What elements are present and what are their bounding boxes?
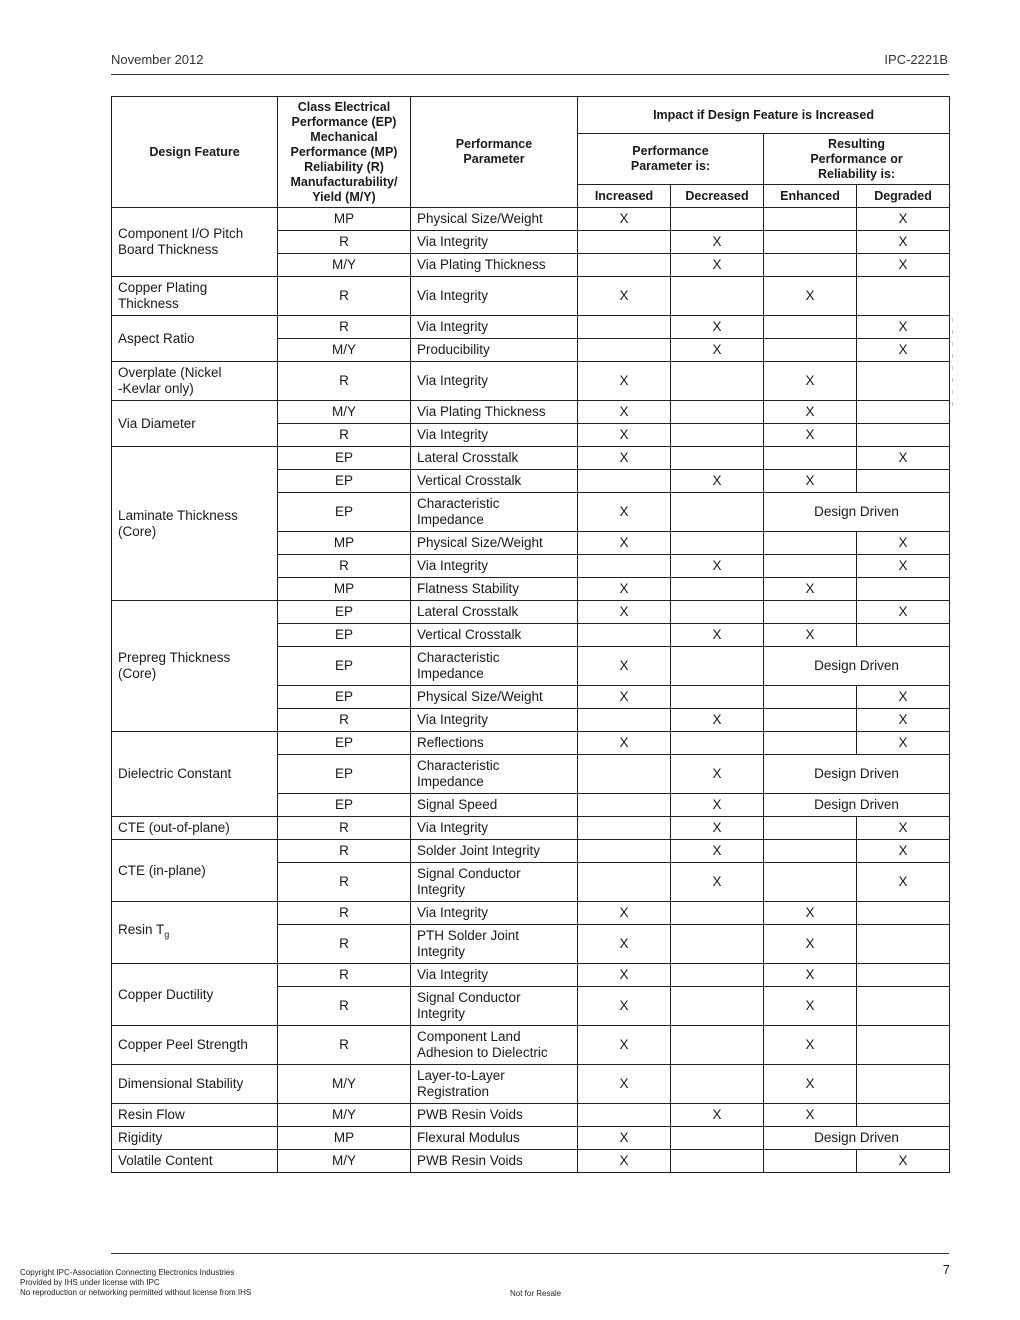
table-cell: X — [578, 424, 671, 447]
not-for-resale: Not for Resale — [510, 1289, 562, 1298]
col-header-resulting: Resulting Performance or Reliability is: — [764, 134, 950, 185]
table-cell: X — [857, 863, 950, 902]
table-cell: EP — [278, 624, 411, 647]
table-cell — [857, 624, 950, 647]
table-cell — [857, 401, 950, 424]
design-feature-cell: Aspect Ratio — [112, 316, 278, 362]
table-cell: X — [764, 1104, 857, 1127]
table-cell: PTH Solder Joint Integrity — [411, 925, 578, 964]
table-cell — [857, 925, 950, 964]
table-cell: R — [278, 964, 411, 987]
table-cell — [578, 755, 671, 794]
table-cell: X — [578, 964, 671, 987]
table-cell: X — [578, 277, 671, 316]
col-header-performance-parameter: Performance Parameter — [411, 97, 578, 208]
table-row — [112, 447, 950, 470]
header-rule — [111, 74, 949, 75]
table-cell: X — [764, 277, 857, 316]
table-cell: M/Y — [278, 1065, 411, 1104]
table-cell: X — [671, 817, 764, 840]
col-header-decreased: Decreased — [671, 185, 764, 208]
table-row — [112, 316, 950, 339]
col-header-design-feature: Design Feature — [112, 97, 278, 208]
table-cell: Flatness Stability — [411, 578, 578, 601]
table-cell: MP — [278, 1127, 411, 1150]
table-cell: R — [278, 1026, 411, 1065]
table-cell — [764, 532, 857, 555]
design-feature-cell: Via Diameter — [112, 401, 278, 447]
table-cell: X — [578, 1026, 671, 1065]
table-cell: Via Integrity — [411, 231, 578, 254]
table-cell: EP — [278, 732, 411, 755]
col-header-increased: Increased — [578, 185, 671, 208]
table-cell: R — [278, 840, 411, 863]
table-cell: X — [578, 447, 671, 470]
table-cell: MP — [278, 532, 411, 555]
table-cell: X — [764, 624, 857, 647]
table-cell: X — [578, 1065, 671, 1104]
table-cell: Flexural Modulus — [411, 1127, 578, 1150]
table-cell: X — [671, 709, 764, 732]
table-row — [112, 401, 950, 424]
table-cell — [578, 817, 671, 840]
design-feature-cell: Copper Ductility — [112, 964, 278, 1026]
table-cell — [764, 316, 857, 339]
table-cell — [671, 493, 764, 532]
table-cell — [764, 709, 857, 732]
table-cell: R — [278, 987, 411, 1026]
col-header-impact: Impact if Design Feature is Increased — [578, 97, 950, 134]
table-cell: X — [857, 254, 950, 277]
table-cell: X — [671, 794, 764, 817]
table-cell: X — [857, 1150, 950, 1173]
table-cell: X — [857, 817, 950, 840]
table-cell: Design Driven — [764, 1127, 950, 1150]
table-cell: Producibility — [411, 339, 578, 362]
table-cell — [764, 840, 857, 863]
table-cell: R — [278, 277, 411, 316]
table-cell — [764, 686, 857, 709]
table-cell: Physical Size/Weight — [411, 208, 578, 231]
table-cell — [764, 555, 857, 578]
table-cell — [857, 470, 950, 493]
table-cell: R — [278, 863, 411, 902]
table-cell — [578, 863, 671, 902]
table-cell — [857, 1026, 950, 1065]
table-cell: Via Integrity — [411, 555, 578, 578]
table-cell — [578, 794, 671, 817]
margin-marks — [952, 318, 956, 418]
table-cell: X — [578, 208, 671, 231]
table-cell: Reflections — [411, 732, 578, 755]
table-cell: X — [764, 362, 857, 401]
col-header-class: Class Electrical Performance (EP) Mechanical Performance (MP) Reliability (R) Manufacturability/ Yield (M/Y) — [278, 97, 411, 208]
table-cell — [578, 339, 671, 362]
table-cell: Via Plating Thickness — [411, 254, 578, 277]
table-row — [112, 277, 950, 316]
table-cell: Component Land Adhesion to Dielectric — [411, 1026, 578, 1065]
table-cell: M/Y — [278, 1104, 411, 1127]
table-cell: X — [578, 532, 671, 555]
table-cell — [671, 362, 764, 401]
table-cell: EP — [278, 686, 411, 709]
table-cell — [671, 447, 764, 470]
table-cell: R — [278, 231, 411, 254]
table-cell: X — [671, 755, 764, 794]
table-cell: X — [764, 470, 857, 493]
table-cell: R — [278, 902, 411, 925]
table-cell — [764, 208, 857, 231]
table-cell: R — [278, 817, 411, 840]
table-cell: X — [857, 555, 950, 578]
table-cell: Via Integrity — [411, 277, 578, 316]
table-cell — [671, 686, 764, 709]
table-cell: Design Driven — [764, 493, 950, 532]
table-cell — [671, 601, 764, 624]
table-cell: Via Integrity — [411, 709, 578, 732]
design-feature-cell: Component I/O Pitch Board Thickness — [112, 208, 278, 277]
table-cell: X — [671, 316, 764, 339]
table-cell: M/Y — [278, 401, 411, 424]
header-doc-id: IPC-2221B — [884, 52, 948, 67]
design-feature-cell: Rigidity — [112, 1127, 278, 1150]
table-cell: X — [764, 964, 857, 987]
table-cell: Vertical Crosstalk — [411, 470, 578, 493]
table-cell — [578, 254, 671, 277]
table-row — [112, 1026, 950, 1065]
table-cell — [671, 277, 764, 316]
design-feature-cell: Overplate (Nickel -Kevlar only) — [112, 362, 278, 401]
table-cell — [764, 447, 857, 470]
table-cell — [764, 601, 857, 624]
table-cell: X — [671, 339, 764, 362]
table-cell — [578, 555, 671, 578]
design-feature-cell: Volatile Content — [112, 1150, 278, 1173]
table-cell — [671, 1065, 764, 1104]
table-cell: EP — [278, 470, 411, 493]
table-cell — [578, 709, 671, 732]
table-cell — [671, 578, 764, 601]
table-cell: Solder Joint Integrity — [411, 840, 578, 863]
table-cell: X — [578, 601, 671, 624]
table-cell: X — [764, 401, 857, 424]
table-cell: EP — [278, 794, 411, 817]
table-cell: X — [578, 1150, 671, 1173]
table-row — [112, 964, 950, 987]
design-feature-cell: Dielectric Constant — [112, 732, 278, 817]
table-cell: Via Integrity — [411, 964, 578, 987]
table-cell: MP — [278, 208, 411, 231]
table-cell: X — [857, 686, 950, 709]
table-row — [112, 840, 950, 863]
table-cell: X — [764, 902, 857, 925]
table-cell — [671, 964, 764, 987]
table-cell: Signal Conductor Integrity — [411, 863, 578, 902]
table-cell — [578, 470, 671, 493]
table-cell: R — [278, 424, 411, 447]
table-cell — [857, 987, 950, 1026]
table-cell: Physical Size/Weight — [411, 686, 578, 709]
table-cell: X — [671, 231, 764, 254]
table-cell: X — [578, 493, 671, 532]
table-cell — [857, 964, 950, 987]
table-cell — [671, 902, 764, 925]
table-cell: EP — [278, 647, 411, 686]
table-cell — [671, 424, 764, 447]
table-cell — [671, 1026, 764, 1065]
design-feature-cell: Dimensional Stability — [112, 1065, 278, 1104]
table-cell: Characteristic Impedance — [411, 647, 578, 686]
table-cell: X — [578, 578, 671, 601]
table-cell: X — [857, 732, 950, 755]
design-feature-impact-table — [111, 96, 950, 1173]
table-cell: X — [671, 863, 764, 902]
design-feature-cell: CTE (in-plane) — [112, 840, 278, 902]
table-cell — [857, 1065, 950, 1104]
table-cell: Lateral Crosstalk — [411, 601, 578, 624]
table-cell — [578, 624, 671, 647]
table-cell: X — [671, 1104, 764, 1127]
table-cell: Characteristic Impedance — [411, 493, 578, 532]
page-number: 7 — [942, 1262, 950, 1277]
table-row — [112, 601, 950, 624]
table-cell: R — [278, 316, 411, 339]
table-cell: X — [857, 601, 950, 624]
table-cell: EP — [278, 493, 411, 532]
table-cell: X — [578, 732, 671, 755]
table-cell: Physical Size/Weight — [411, 532, 578, 555]
table-cell: EP — [278, 601, 411, 624]
table-cell: X — [578, 925, 671, 964]
table-cell — [578, 316, 671, 339]
table-cell: X — [857, 231, 950, 254]
table-cell: M/Y — [278, 1150, 411, 1173]
table-cell — [671, 208, 764, 231]
table-cell: EP — [278, 755, 411, 794]
table-cell: X — [764, 1065, 857, 1104]
table-cell — [764, 254, 857, 277]
table-cell — [857, 362, 950, 401]
header-date: November 2012 — [111, 52, 204, 67]
table-cell: X — [578, 401, 671, 424]
table-row — [112, 208, 950, 231]
table-row — [112, 1150, 950, 1173]
table-row — [112, 817, 950, 840]
table-cell: X — [857, 709, 950, 732]
design-feature-cell: CTE (out-of-plane) — [112, 817, 278, 840]
table-cell: EP — [278, 447, 411, 470]
table-cell: X — [857, 840, 950, 863]
table-cell: X — [578, 987, 671, 1026]
table-cell — [764, 231, 857, 254]
table-cell: X — [578, 362, 671, 401]
table-row — [112, 1104, 950, 1127]
table-cell: Via Integrity — [411, 362, 578, 401]
table-cell: Lateral Crosstalk — [411, 447, 578, 470]
table-cell: M/Y — [278, 339, 411, 362]
table-cell — [764, 1150, 857, 1173]
table-cell: R — [278, 362, 411, 401]
table-cell: Via Plating Thickness — [411, 401, 578, 424]
table-cell: Layer-to-Layer Registration — [411, 1065, 578, 1104]
table-row — [112, 362, 950, 401]
design-feature-cell: Copper Plating Thickness — [112, 277, 278, 316]
table-cell — [671, 925, 764, 964]
design-feature-cell: Copper Peel Strength — [112, 1026, 278, 1065]
table-cell: Design Driven — [764, 755, 950, 794]
table-cell: X — [671, 254, 764, 277]
table-cell: Via Integrity — [411, 316, 578, 339]
table-cell — [671, 647, 764, 686]
table-cell: X — [578, 647, 671, 686]
table-cell — [857, 424, 950, 447]
table-cell: Design Driven — [764, 647, 950, 686]
table-cell: R — [278, 555, 411, 578]
table-cell: X — [578, 686, 671, 709]
col-header-performance-parameter-is: Performance Parameter is: — [578, 134, 764, 185]
table-cell: X — [578, 902, 671, 925]
table-cell: X — [764, 987, 857, 1026]
table-cell — [578, 1104, 671, 1127]
table-cell — [857, 902, 950, 925]
col-header-enhanced: Enhanced — [764, 185, 857, 208]
table-cell: X — [857, 208, 950, 231]
table-cell: X — [671, 555, 764, 578]
table-cell: Signal Speed — [411, 794, 578, 817]
table-cell: R — [278, 925, 411, 964]
table-cell: X — [671, 840, 764, 863]
table-cell — [671, 1150, 764, 1173]
design-feature-cell: Laminate Thickness (Core) — [112, 447, 278, 601]
table-cell — [764, 817, 857, 840]
table-cell: R — [278, 709, 411, 732]
table-cell: Vertical Crosstalk — [411, 624, 578, 647]
table-cell: PWB Resin Voids — [411, 1150, 578, 1173]
table-cell: Characteristic Impedance — [411, 755, 578, 794]
table-cell: Signal Conductor Integrity — [411, 987, 578, 1026]
table-cell: Design Driven — [764, 794, 950, 817]
table-cell: X — [764, 424, 857, 447]
table-cell: X — [857, 532, 950, 555]
footer-rule — [111, 1253, 949, 1254]
table-cell: MP — [278, 578, 411, 601]
table-cell: Via Integrity — [411, 817, 578, 840]
table-cell — [578, 231, 671, 254]
table-cell — [578, 840, 671, 863]
design-feature-cell: Prepreg Thickness (Core) — [112, 601, 278, 732]
table-cell: X — [764, 925, 857, 964]
table-cell: PWB Resin Voids — [411, 1104, 578, 1127]
table-row — [112, 732, 950, 755]
table-cell: X — [671, 624, 764, 647]
table-row — [112, 1065, 950, 1104]
design-feature-cell: Resin $T_g$ — [112, 902, 278, 964]
table-cell — [857, 1104, 950, 1127]
table-cell — [671, 1127, 764, 1150]
table-cell — [671, 732, 764, 755]
table-cell: X — [857, 339, 950, 362]
table-cell: Via Integrity — [411, 424, 578, 447]
table-cell: M/Y — [278, 254, 411, 277]
table-cell — [671, 532, 764, 555]
copyright-notice: Copyright IPC-Association Connecting Electronics Industries Provided by IHS under license with IPC No reproduction or networking permitted without license from IHS — [20, 1268, 252, 1297]
col-header-degraded: Degraded — [857, 185, 950, 208]
table-row — [112, 902, 950, 925]
table-cell — [857, 578, 950, 601]
table-cell — [857, 277, 950, 316]
table-cell: X — [857, 316, 950, 339]
table-cell — [764, 339, 857, 362]
table-cell — [764, 732, 857, 755]
design-feature-cell: Resin Flow — [112, 1104, 278, 1127]
table-cell: Via Integrity — [411, 902, 578, 925]
table-cell: X — [578, 1127, 671, 1150]
table-cell — [671, 987, 764, 1026]
table-cell: X — [857, 447, 950, 470]
table-cell — [764, 863, 857, 902]
table-row — [112, 1127, 950, 1150]
table-cell — [671, 401, 764, 424]
table-cell: X — [671, 470, 764, 493]
table-cell: X — [764, 1026, 857, 1065]
table-cell: X — [764, 578, 857, 601]
